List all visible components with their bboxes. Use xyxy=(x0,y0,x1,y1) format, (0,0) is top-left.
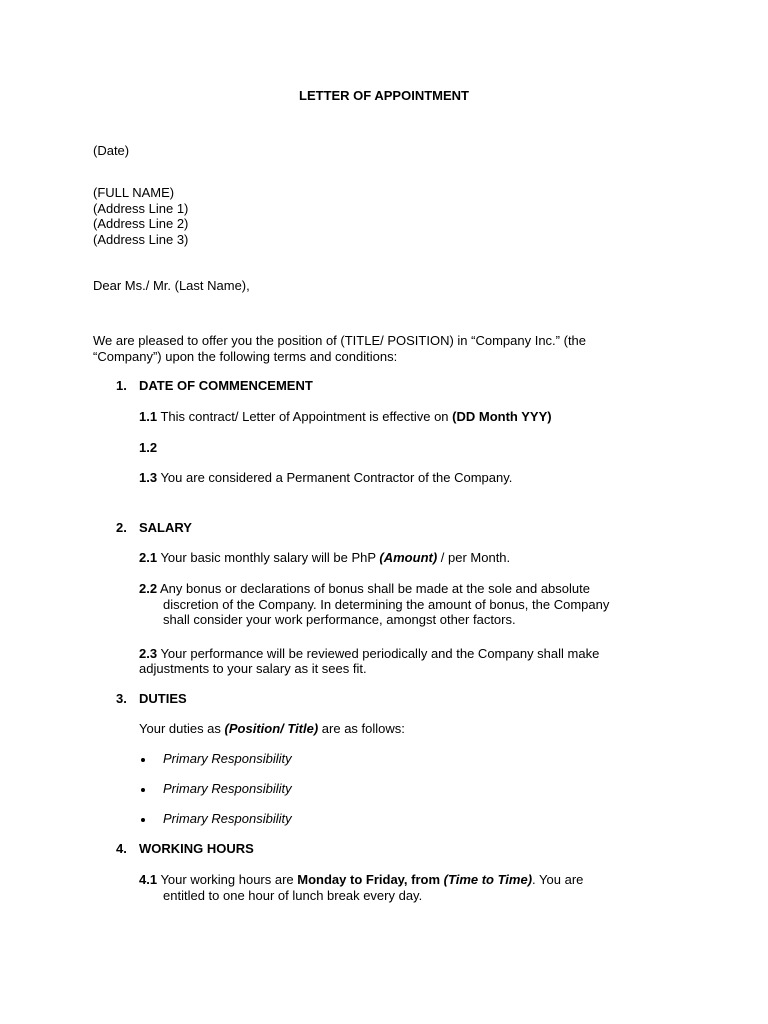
clause-2-2-line-1 xyxy=(139,581,590,597)
clause-2-2-line-3: shall consider your work performance, amongst other factors. xyxy=(163,612,516,627)
section-heading: DUTIES xyxy=(139,691,187,706)
bullet-icon xyxy=(141,788,145,792)
letter-title: LETTER OF APPOINTMENT xyxy=(299,88,469,103)
recipient-name: (FULL NAME) xyxy=(93,185,175,200)
working-days: Monday to Friday, from xyxy=(297,872,444,887)
clause-1-2-number: 1.2 xyxy=(139,440,158,455)
clause-number: 1.3 xyxy=(139,470,158,485)
clause-text: You are considered a Permanent Contractor of the Company. xyxy=(157,470,513,485)
responsibility-item: Primary Responsibility xyxy=(163,751,292,766)
bullet-icon xyxy=(141,758,145,762)
clause-number: 2.3 xyxy=(139,646,158,661)
duties-intro xyxy=(139,721,405,737)
section-number: 2. xyxy=(116,520,127,535)
intro-line-2: “Company”) upon the following terms and conditions: xyxy=(93,349,398,364)
amount-placeholder: (Amount) xyxy=(379,550,438,565)
clause-1-3 xyxy=(139,470,512,486)
responsibility-item: Primary Responsibility xyxy=(163,781,292,796)
clause-number: 4.1 xyxy=(139,872,158,887)
clause-number: 2.2 xyxy=(139,581,158,596)
address-line-2: (Address Line 2) xyxy=(93,216,189,231)
section-heading: DATE OF COMMENCEMENT xyxy=(139,378,313,393)
clause-text: Your basic monthly salary will be PhP xyxy=(157,550,380,565)
clause-text: This contract/ Letter of Appointment is effective on xyxy=(157,409,453,424)
section-heading: WORKING HOURS xyxy=(139,841,254,856)
clause-text: / per Month. xyxy=(437,550,511,565)
clause-2-3-line-1 xyxy=(139,646,599,662)
section-number: 1. xyxy=(116,378,127,393)
clause-2-2-line-2: discretion of the Company. In determining the amount of bonus, the Company xyxy=(163,597,610,612)
responsibility-item: Primary Responsibility xyxy=(163,811,292,826)
clause-text: Your performance will be reviewed periodically and the Company shall make xyxy=(157,646,600,661)
duties-intro-text: Your duties as xyxy=(139,721,225,736)
intro-line-1: We are pleased to offer you the position of (TITLE/ POSITION) in “Company Inc.” (the xyxy=(93,333,587,348)
clause-text: Any bonus or declarations of bonus shall be made at the sole and absolute xyxy=(157,581,590,596)
time-placeholder: (Time to Time) xyxy=(443,872,533,887)
section-number: 3. xyxy=(116,691,127,706)
position-placeholder: (Position/ Title) xyxy=(224,721,319,736)
address-line-3: (Address Line 3) xyxy=(93,232,189,247)
clause-number: 1.1 xyxy=(139,409,158,424)
salutation: Dear Ms./ Mr. (Last Name), xyxy=(93,278,250,293)
clause-4-1-line-2: entitled to one hour of lunch break every day. xyxy=(163,888,423,903)
section-heading: SALARY xyxy=(139,520,192,535)
section-number: 4. xyxy=(116,841,127,856)
clause-4-1-line-1 xyxy=(139,872,583,888)
clause-text: . You are xyxy=(532,872,584,887)
clause-2-1 xyxy=(139,550,510,566)
clause-number: 2.1 xyxy=(139,550,158,565)
clause-text: Your working hours are xyxy=(157,872,298,887)
effective-date-placeholder: (DD Month YYY) xyxy=(452,409,552,424)
date-placeholder: (Date) xyxy=(93,143,130,158)
clause-1-1 xyxy=(139,409,552,425)
address-line-1: (Address Line 1) xyxy=(93,201,189,216)
duties-intro-text: are as follows: xyxy=(318,721,405,736)
clause-2-3-line-2: adjustments to your salary as it sees fit. xyxy=(139,661,367,676)
bullet-icon xyxy=(141,818,145,822)
